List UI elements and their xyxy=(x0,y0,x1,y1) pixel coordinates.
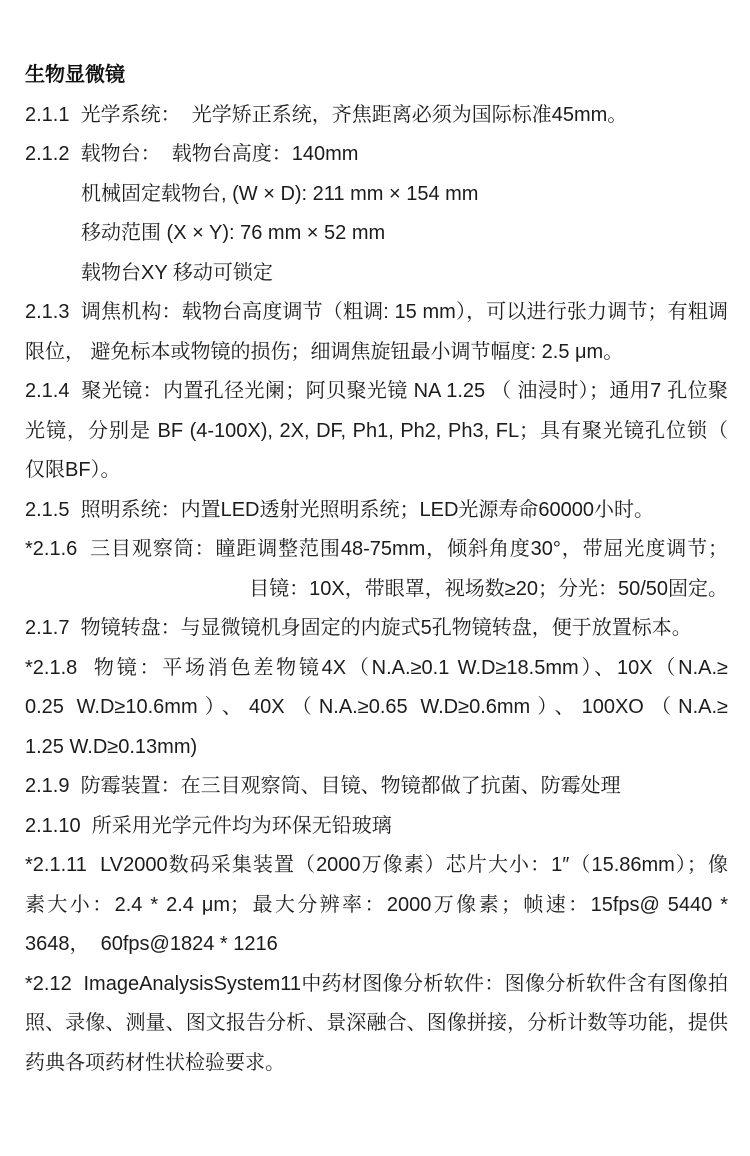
spec-line: 光镜，分别是 BF (4-100X), 2X, DF, Ph1, Ph2, Ph3, FL；具有聚光镜孔位锁（ xyxy=(25,419,728,442)
spec-line: *2.1.8 物镜：平场消色差物镜4X（N.A.≥0.1 W.D≥18.5mm）、10X（N.A.≥ xyxy=(25,656,728,679)
spec-line: 2.1.10 所采用光学元件均为环保无铅玻璃 xyxy=(25,814,392,837)
spec-line: 限位， 避免标本或物镜的损伤；细调焦旋钮最小调节幅度: 2.5 μm。 xyxy=(25,340,624,363)
spec-line: 0.25 W.D≥10.6mm）、40X（N.A.≥0.65 W.D≥0.6mm）、100XO（N.A.≥ xyxy=(25,696,728,718)
spec-line: 2.1.4 聚光镜：内置孔径光阑；阿贝聚光镜 NA 1.25 （ 油浸时）；通用7 孔位聚 xyxy=(25,380,728,402)
document-title: 生物显微镜 xyxy=(25,64,125,86)
spec-line: 2.1.1 光学系统： 光学矫正系统，齐焦距离必须为国际标准45mm。 xyxy=(25,103,628,126)
spec-line: 2.1.7 物镜转盘：与显微镜机身固定的内旋式5孔物镜转盘，便于放置标本。 xyxy=(25,617,692,639)
spec-text-block xyxy=(25,96,728,1084)
spec-line: 2.1.5 照明系统：内置LED透射光照明系统；LED光源寿命60000小时。 xyxy=(25,498,655,521)
spec-line: 机械固定载物台, (W × D): 211 mm × 154 mm xyxy=(81,182,479,205)
spec-line: 2.1.2 载物台： 载物台高度：140mm xyxy=(25,143,359,165)
spec-line: 仅限BF）。 xyxy=(25,459,121,481)
spec-line: 素大小：2.4 * 2.4 μm；最大分辨率：2000万像素；帧速：15fps@ 5440 * xyxy=(25,893,728,916)
spec-line: 2.1.9 防霉装置：在三目观察筒、目镜、物镜都做了抗菌、防霉处理 xyxy=(25,775,621,797)
spec-line: 载物台XY 移动可锁定 xyxy=(81,261,273,284)
spec-line: *2.1.11 LV2000数码采集装置（2000万像素）芯片大小：1″（15.86mm）；像 xyxy=(25,854,728,876)
spec-line: 药典各项药材性状检验要求。 xyxy=(25,1051,285,1074)
spec-line: 照、录像、测量、图文报告分析、景深融合、图像拼接，分析计数等功能，提供 xyxy=(25,1012,728,1034)
spec-line: 移动范围 (X × Y): 76 mm × 52 mm xyxy=(81,222,386,244)
spec-line: 3648， 60fps@1824 * 1216 xyxy=(25,933,278,955)
spec-line: *2.1.6 三目观察筒：瞳距调整范围48-75mm，倾斜角度30°，带屈光度调节； xyxy=(25,538,728,560)
spec-line: *2.12 ImageAnalysisSystem11中药材图像分析软件：图像分析软件含有图像拍 xyxy=(25,972,728,995)
spec-line: 目镜：10X，带眼罩，视场数≥20；分光：50/50固定。 xyxy=(249,577,728,600)
spec-line: 2.1.3 调焦机构：载物台高度调节（粗调: 15 mm），可以进行张力调节；有粗调 xyxy=(25,301,728,323)
spec-line: 1.25 W.D≥0.13mm) xyxy=(25,735,198,758)
